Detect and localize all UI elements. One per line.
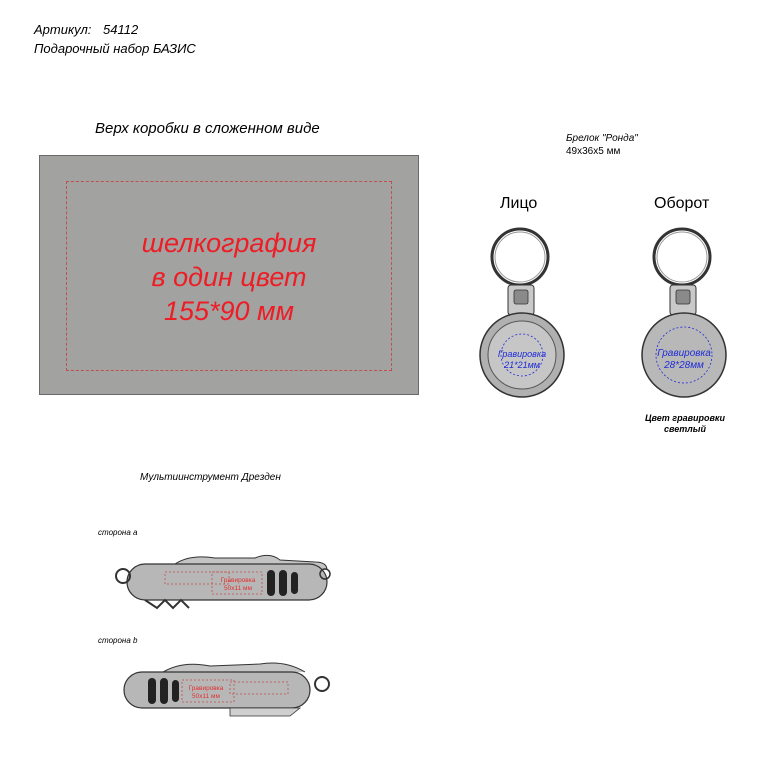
print-text-line1: шелкография [141, 228, 317, 258]
side-b-label: сторона b [98, 636, 138, 645]
tool-a-engraving-line2: 50х11 мм [224, 585, 252, 592]
back-engraving-line1: Гравировка [657, 348, 711, 359]
box-section-title: Верх коробки в сложенном виде [95, 120, 320, 137]
article-line [34, 22, 138, 37]
multitool-title: Мультиинструмент Дрезден [140, 472, 281, 483]
print-text-line2: в один цвет [151, 262, 307, 292]
front-engraving-line2: 21*21мм [504, 360, 540, 370]
engraving-note-line1: Цвет гравировки [644, 413, 725, 423]
front-engraving-line1: Гравировка [497, 349, 547, 359]
tool-a-engraving-label [213, 577, 263, 593]
engraving-note-line2: светлый [664, 424, 706, 434]
side-a-label: сторона а [98, 528, 138, 537]
keychain-front-drawing [470, 215, 580, 415]
keychain-size: 49х36х5 мм [566, 146, 621, 157]
print-text-line3: 155*90 мм [163, 296, 295, 326]
front-label: Лицо [500, 195, 538, 212]
engraving-color-note [630, 413, 740, 435]
article-label: Артикул: [34, 22, 92, 37]
keychain-back-drawing [632, 215, 742, 415]
tool-b-engraving-line1: Гравировка [188, 685, 224, 692]
article-number: 54112 [103, 22, 139, 37]
box-top [39, 155, 419, 395]
front-engraving-label [488, 349, 556, 371]
multitool-side-b-drawing [120, 656, 350, 726]
product-name: Подарочный набор БАЗИС [34, 41, 196, 56]
back-engraving-line2: 28*28мм [664, 360, 704, 371]
tool-b-engraving-label [180, 685, 232, 701]
back-label: Оборот [654, 195, 710, 212]
keychain-title: Брелок "Ронда" [566, 133, 638, 144]
tool-b-engraving-line2: 50х11 мм [192, 693, 220, 700]
back-engraving-label [648, 348, 720, 372]
tool-a-engraving-line1: Гравировка [220, 577, 256, 584]
